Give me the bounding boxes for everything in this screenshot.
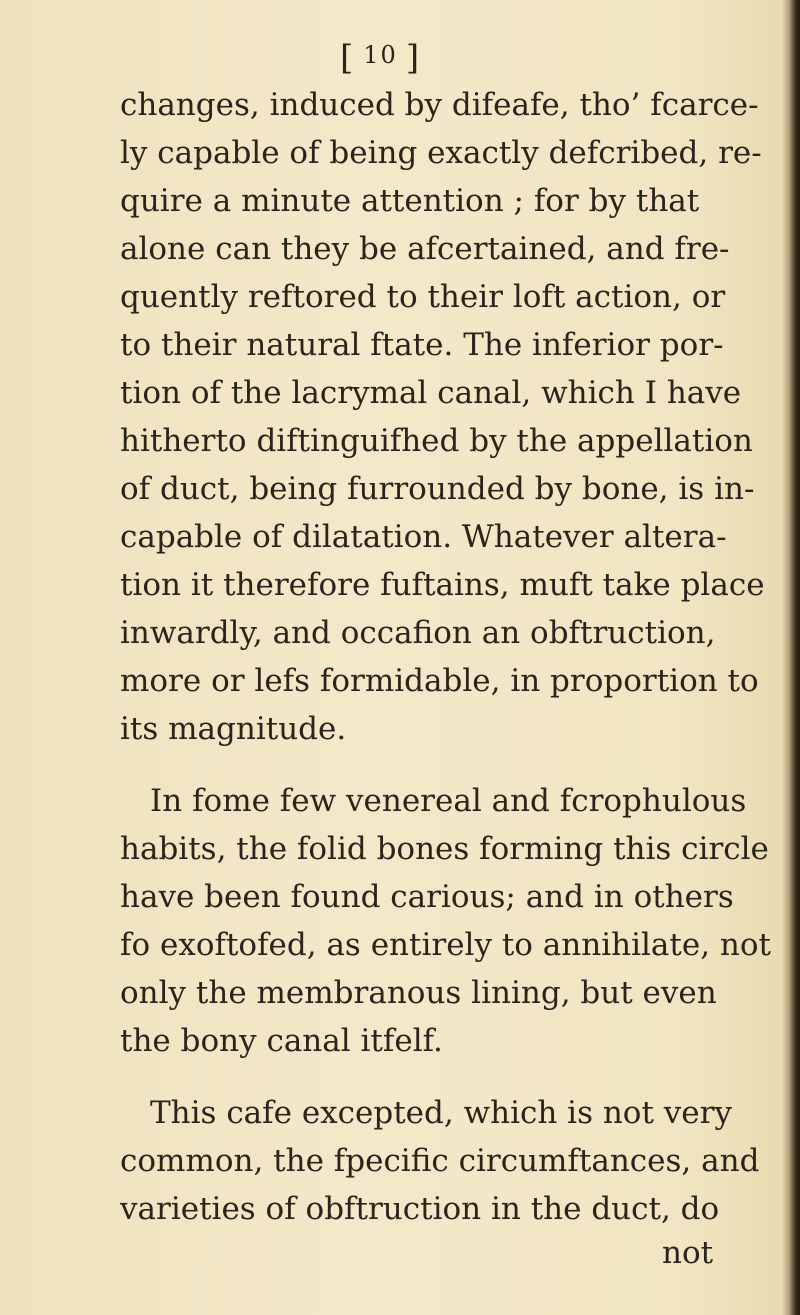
text-line: varieties of obftruction in the duct, do bbox=[120, 1191, 720, 1227]
text-line: hitherto diftinguifhed by the appellation bbox=[120, 423, 753, 459]
text-line: quently reftored to their loft action, or bbox=[120, 279, 726, 315]
text-line: capable of dilatation. Whatever altera- bbox=[120, 519, 727, 555]
text-line: This cafe excepted, which is not very bbox=[150, 1095, 732, 1131]
text-line: its magnitude. bbox=[120, 711, 347, 747]
catchword: not bbox=[662, 1235, 714, 1271]
page-header bbox=[340, 38, 421, 78]
page-binding-edge bbox=[782, 0, 800, 1315]
header-left-bracket: [ bbox=[340, 38, 356, 78]
text-line: the bony canal itfelf. bbox=[120, 1023, 443, 1059]
text-line: In fome few venereal and fcrophulous bbox=[150, 783, 747, 819]
text-line: quire a minute attention ; for by that bbox=[120, 183, 700, 219]
text-line: inwardly, and occafion an obftruction, bbox=[120, 615, 716, 651]
text-line: to their natural ftate. The inferior por- bbox=[120, 327, 724, 363]
header-right-bracket: ] bbox=[405, 38, 422, 78]
text-line: more or lefs formidable, in proportion to bbox=[120, 663, 759, 699]
text-line: of duct, being furrounded by bone, is in- bbox=[120, 471, 755, 507]
text-line: tion of the lacrymal canal, which I have bbox=[120, 375, 742, 411]
text-line: have been found carious; and in others bbox=[120, 879, 734, 915]
page-number: 10 bbox=[363, 41, 398, 69]
text-line: only the membranous lining, but even bbox=[120, 975, 717, 1011]
text-line: tion it therefore fuftains, muft take place bbox=[120, 567, 765, 603]
text-line: habits, the folid bones forming this circle bbox=[120, 831, 769, 867]
text-line: ly capable of being exactly defcribed, re- bbox=[120, 135, 762, 171]
text-line: common, the fpecific circumftances, and bbox=[120, 1143, 760, 1179]
text-line: alone can they be afcertained, and fre- bbox=[120, 231, 730, 267]
text-line: changes, induced by difeafe, tho’ fcarce- bbox=[120, 87, 759, 123]
text-line: fo exoftofed, as entirely to annihilate, not bbox=[120, 927, 771, 963]
